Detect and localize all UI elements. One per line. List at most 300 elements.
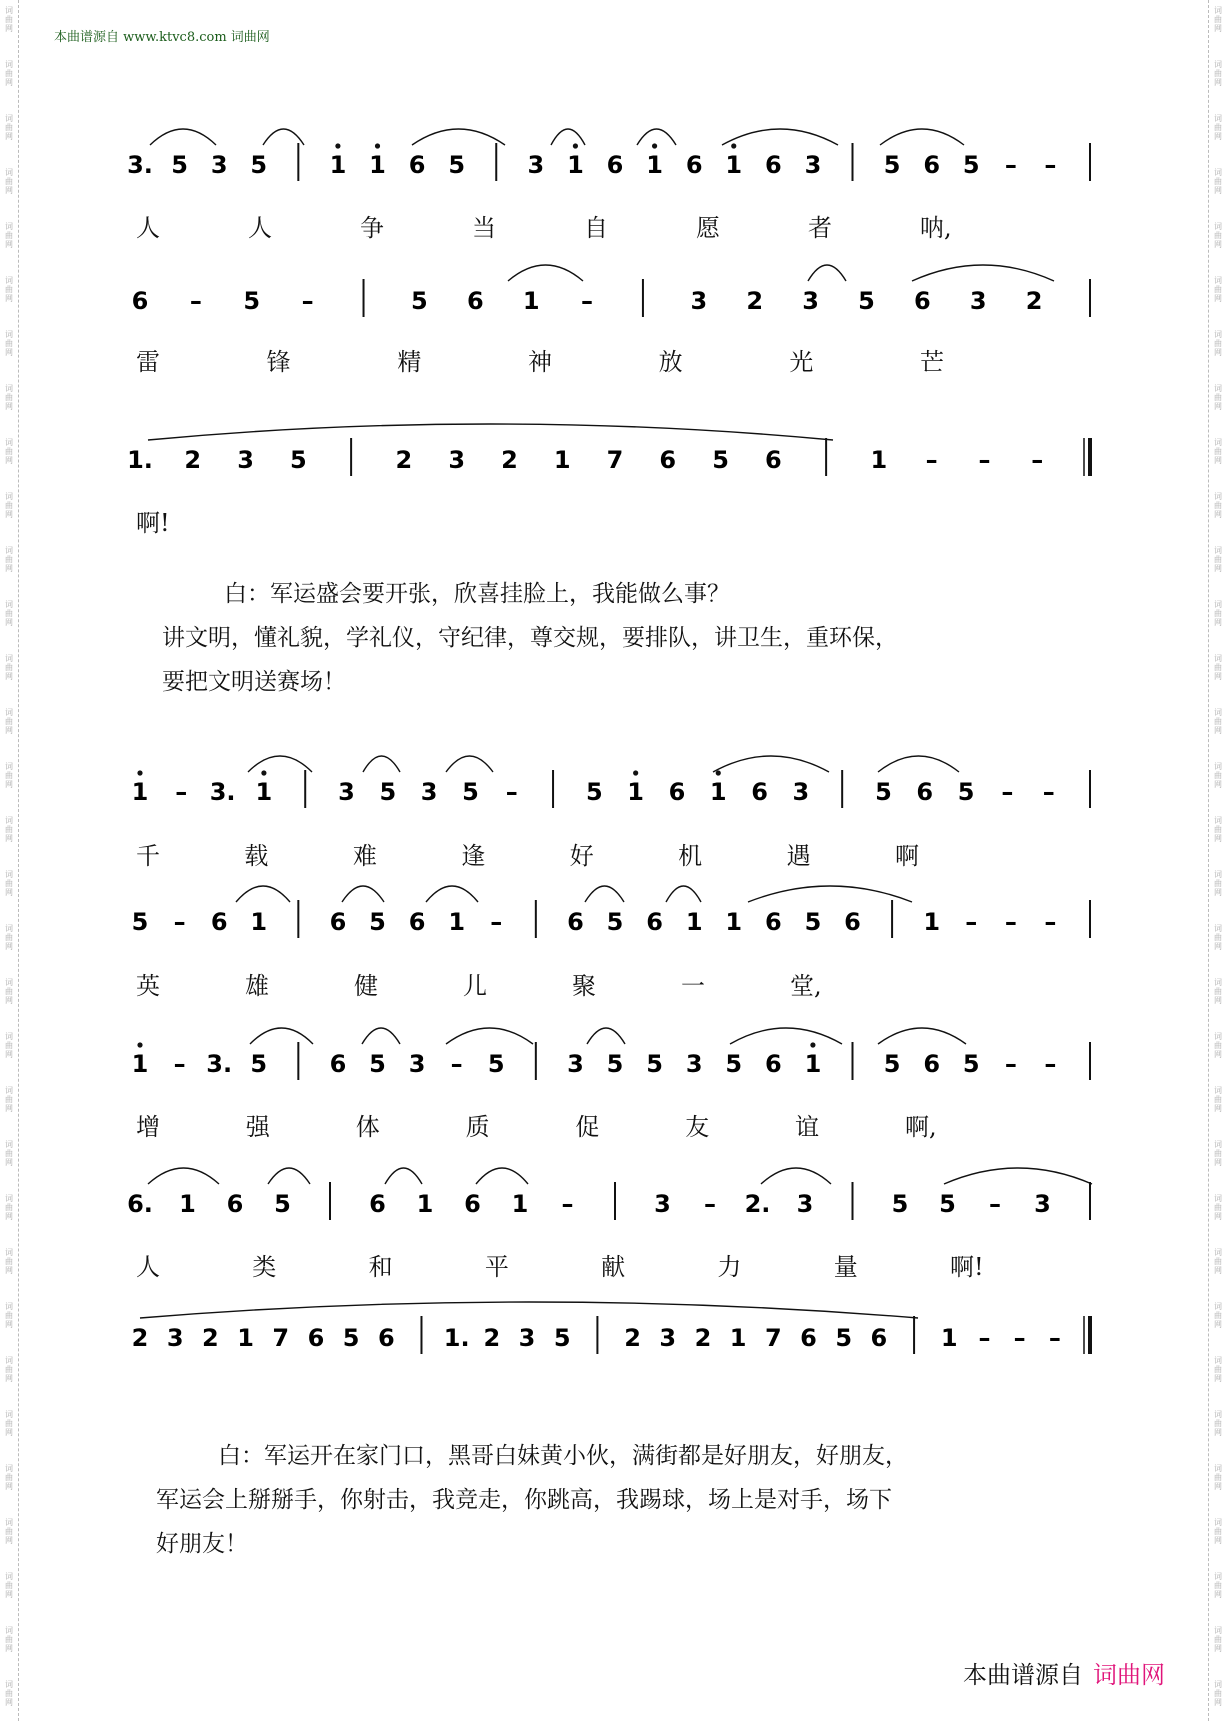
note-symbol: 3 — [210, 151, 228, 179]
note-symbol: 6 — [464, 1190, 481, 1218]
note-symbol: – — [1042, 778, 1055, 806]
watermark-tag: 词 曲 网 — [5, 492, 13, 519]
note-symbol: 5 — [957, 778, 975, 806]
watermark-tag: 词 曲 网 — [1214, 60, 1222, 87]
watermark-tag: 词 曲 网 — [5, 546, 13, 573]
lyric-char: 体 — [355, 1113, 380, 1141]
note-symbol: 2 — [202, 1324, 219, 1352]
note-symbol: – — [1013, 1324, 1026, 1352]
lyric-char: 量 — [833, 1253, 858, 1281]
watermark-tag: 词 曲 网 — [5, 1302, 13, 1329]
high-octave-dot — [261, 770, 266, 775]
note-symbol: – — [925, 446, 938, 474]
watermark-tag: 词 曲 网 — [1214, 1086, 1222, 1113]
watermark-tag: 词 曲 网 — [5, 330, 13, 357]
note-symbol: 6 — [408, 151, 426, 179]
note-symbol: 1 — [923, 908, 941, 936]
note-symbol: 1 — [567, 151, 584, 179]
watermark-tag: 词 曲 网 — [1214, 1680, 1222, 1707]
note-symbol: 6 — [226, 1190, 244, 1218]
lyric-char: 英 — [136, 972, 160, 1000]
watermark-tag: 词 曲 网 — [5, 384, 13, 411]
note-symbol: 5 — [883, 151, 901, 179]
slur-arc — [944, 1168, 1092, 1184]
note-symbol: 7 — [272, 1324, 290, 1352]
lyric-char: 光 — [789, 348, 814, 376]
note-symbol: 5 — [804, 908, 822, 936]
note-symbol: 1 — [804, 1050, 822, 1078]
slur-arc — [912, 265, 1054, 281]
note-symbol: 5 — [274, 1190, 291, 1218]
note-symbol: 3 — [1034, 1190, 1051, 1218]
note-symbol: 6 — [764, 908, 782, 936]
note-symbol: 6 — [923, 1050, 941, 1078]
spoken-1-line-2: 讲文明，懂礼貌，学礼仪，守纪律，尊交规，要排队，讲卫生，重环保， — [162, 625, 898, 651]
lyric-char: 类 — [252, 1253, 277, 1281]
note-symbol: 1. — [127, 446, 153, 474]
watermark-tag: 词 曲 网 — [5, 870, 13, 897]
lyric-char: 呐, — [920, 214, 952, 242]
slur-arc — [722, 129, 838, 145]
spoken-2-line-2: 军运会上掰掰手，你射击，我竞走，你跳高，我踢球，场上是对手，场下 — [156, 1487, 892, 1513]
note-symbol: 3 — [338, 778, 355, 806]
watermark-tag: 词 曲 网 — [5, 222, 13, 249]
note-symbol: 3 — [690, 287, 708, 315]
note-symbol: – — [1044, 908, 1057, 936]
lyric-char: 人 — [136, 1253, 160, 1281]
watermark-tag: 词 曲 网 — [1214, 1194, 1222, 1221]
lyric-char: 芒 — [920, 348, 944, 376]
note-symbol: 2 — [395, 446, 413, 474]
note-symbol: – — [1004, 908, 1017, 936]
watermark-tag: 词 曲 网 — [1214, 1626, 1222, 1653]
high-octave-dot — [137, 1042, 142, 1047]
note-symbol: – — [173, 1050, 186, 1078]
note-symbol: 5 — [131, 908, 149, 936]
footer-source — [963, 1655, 1165, 1690]
slur-arc — [730, 1028, 842, 1044]
note-symbol: 1 — [237, 1324, 254, 1352]
note-symbol: 1 — [685, 908, 703, 936]
note-symbol: 6 — [369, 1190, 386, 1218]
lyric-char: 机 — [678, 842, 703, 870]
watermark-tag: 词 曲 网 — [1214, 1572, 1222, 1599]
slur-arc — [666, 886, 701, 902]
note-symbol: 6 — [764, 446, 782, 474]
note-symbol: 6 — [764, 1050, 782, 1078]
note-symbol: 6 — [844, 908, 861, 936]
slur-arc — [426, 886, 478, 902]
watermark-tag: 词 曲 网 — [5, 762, 13, 789]
note-symbol: 5 — [883, 1050, 901, 1078]
slur-arc — [268, 1168, 310, 1184]
lyric-char: 啊! — [136, 509, 170, 537]
note-symbol: 5 — [725, 1050, 743, 1078]
high-octave-dot — [335, 143, 340, 148]
watermark-tag: 词 曲 网 — [1214, 438, 1222, 465]
note-symbol: 6 — [800, 1324, 817, 1352]
note-symbol: 1 — [250, 908, 268, 936]
note-symbol: 5 — [606, 908, 624, 936]
watermark-tag: 词 曲 网 — [5, 1572, 13, 1599]
note-symbol: 5 — [606, 1050, 624, 1078]
high-octave-dot — [573, 143, 578, 148]
watermark-tag: 词 曲 网 — [5, 1680, 13, 1707]
lyric-char: 一 — [681, 972, 705, 1000]
note-symbol: 2 — [624, 1324, 641, 1352]
note-symbol: 2. — [744, 1190, 771, 1218]
note-symbol: 1 — [646, 151, 663, 179]
slur-arc — [508, 265, 583, 281]
note-symbol: – — [561, 1190, 574, 1218]
note-symbol: 1 — [553, 446, 571, 474]
slur-arc — [446, 1028, 533, 1044]
slur-arc — [637, 129, 676, 145]
note-symbol: 6 — [751, 778, 768, 806]
note-symbol: – — [1031, 446, 1044, 474]
high-octave-dot — [137, 770, 142, 775]
note-symbol: 2 — [746, 287, 764, 315]
slur-arc — [878, 1028, 966, 1044]
lyric-char: 献 — [601, 1253, 626, 1281]
note-symbol: 1 — [729, 1324, 747, 1352]
note-symbol: 1 — [255, 778, 273, 806]
note-symbol: 6. — [127, 1190, 153, 1218]
note-symbol: 6 — [567, 908, 584, 936]
watermark-tag: 词 曲 网 — [1214, 1518, 1222, 1545]
high-octave-dot — [652, 143, 657, 148]
note-symbol: 6 — [329, 908, 347, 936]
note-symbol: 3 — [804, 151, 822, 179]
lyric-char: 人 — [136, 214, 160, 242]
watermark-tag: 词 曲 网 — [5, 924, 13, 951]
note-symbol: 1. — [443, 1324, 470, 1352]
watermark-tag: 词 曲 网 — [1214, 546, 1222, 573]
note-symbol: 3 — [969, 287, 987, 315]
lyric-char: 平 — [484, 1253, 509, 1281]
slur-arc — [412, 129, 505, 145]
note-symbol: 5 — [646, 1050, 663, 1078]
high-octave-dot — [731, 143, 736, 148]
note-symbol: 5 — [487, 1050, 505, 1078]
spoken-1-line-1: 白：军运盛会要开张，欣喜挂脸上，我能做么事？ — [224, 581, 730, 607]
note-symbol: – — [301, 287, 314, 315]
lyric-char: 友 — [685, 1113, 710, 1141]
slur-arc — [551, 129, 585, 145]
note-symbol: 1 — [870, 446, 888, 474]
slur-arc — [140, 1302, 918, 1318]
note-symbol: 1 — [725, 908, 743, 936]
lyric-char: 健 — [354, 972, 378, 1000]
note-symbol: 6 — [685, 151, 703, 179]
watermark-tag: 词 曲 网 — [5, 1356, 13, 1383]
watermark-tag: 词 曲 网 — [5, 1518, 13, 1545]
slur-arc — [363, 756, 400, 772]
lyric-char: 好 — [569, 842, 594, 870]
note-symbol: 5 — [250, 151, 268, 179]
note-symbol: 5 — [448, 151, 466, 179]
footer-label: 本曲谱源自 — [963, 1661, 1083, 1689]
note-symbol: 3 — [802, 287, 819, 315]
watermark-tag: 词 曲 网 — [1214, 1248, 1222, 1275]
slur-arc — [148, 1168, 219, 1184]
note-symbol: 7 — [606, 446, 624, 474]
lyric-char: 雷 — [136, 348, 160, 376]
watermark-tag: 词 曲 网 — [1214, 1140, 1222, 1167]
note-symbol: 6 — [923, 151, 941, 179]
spoken-1-line-3: 要把文明送赛场！ — [162, 669, 346, 695]
lyric-char: 促 — [575, 1113, 600, 1141]
slur-arc — [362, 1028, 400, 1044]
note-symbol: 6 — [668, 778, 686, 806]
watermark-tag: 词 曲 网 — [5, 978, 13, 1005]
lyric-char: 质 — [465, 1113, 490, 1141]
slur-arc — [880, 129, 964, 145]
watermark-tag: 词 曲 网 — [1214, 708, 1222, 735]
note-symbol: 1 — [511, 1190, 529, 1218]
note-symbol: – — [978, 1324, 991, 1352]
note-symbol: – — [581, 287, 594, 315]
slur-arc — [748, 886, 912, 902]
note-symbol: 5 — [835, 1324, 853, 1352]
watermark-tag: 词 曲 网 — [5, 1410, 13, 1437]
spoken-2-line-1: 白：军运开在家门口，黑哥白妹黄小伙，满街都是好朋友，好朋友， — [218, 1443, 908, 1469]
note-symbol: 3 — [166, 1324, 184, 1352]
note-symbol: 3 — [518, 1324, 536, 1352]
lyric-char: 争 — [360, 214, 384, 242]
note-symbol: – — [450, 1050, 463, 1078]
watermark-tag: 词 曲 网 — [5, 816, 13, 843]
note-symbol: 5 — [553, 1324, 571, 1352]
note-symbol: – — [1048, 1324, 1061, 1352]
watermark-tag: 词 曲 网 — [1214, 114, 1222, 141]
note-symbol: 5 — [369, 908, 386, 936]
note-symbol: 5 — [891, 1190, 909, 1218]
slur-arc — [385, 1168, 422, 1184]
note-symbol: 2 — [131, 1324, 149, 1352]
note-symbol: 5 — [411, 287, 428, 315]
watermark-tag: 词 曲 网 — [1214, 1410, 1222, 1437]
note-symbol: 1 — [725, 151, 743, 179]
note-symbol: 1 — [522, 287, 540, 315]
note-symbol: – — [989, 1190, 1001, 1218]
note-symbol: 7 — [764, 1324, 782, 1352]
lyric-char: 精 — [397, 348, 422, 376]
lyric-char: 儿 — [463, 972, 487, 1000]
note-symbol: 5 — [379, 778, 397, 806]
note-symbol: 5 — [875, 778, 892, 806]
lyric-char: 神 — [528, 348, 552, 376]
watermark-tag: 词 曲 网 — [5, 60, 13, 87]
watermark-tag: 词 曲 网 — [1214, 492, 1222, 519]
lyric-char: 聚 — [572, 972, 596, 1000]
note-symbol: 6 — [466, 287, 484, 315]
slur-arc — [713, 756, 829, 772]
note-symbol: 6 — [307, 1324, 325, 1352]
note-symbol: – — [965, 908, 978, 936]
note-symbol: 1 — [709, 778, 727, 806]
note-symbol: 5 — [939, 1190, 956, 1218]
lyric-char: 自 — [584, 214, 608, 242]
watermark-tag: 词 曲 网 — [1214, 222, 1222, 249]
watermark-tag: 词 曲 网 — [5, 708, 13, 735]
slur-arc — [148, 424, 833, 440]
slur-arc — [446, 756, 493, 772]
watermark-tag: 词 曲 网 — [1214, 168, 1222, 195]
slur-arc — [585, 886, 624, 902]
note-symbol: 5 — [858, 287, 875, 315]
note-symbol: 3 — [567, 1050, 584, 1078]
note-symbol: 5 — [171, 151, 188, 179]
watermark-tag: 词 曲 网 — [5, 438, 13, 465]
watermark-tag: 词 曲 网 — [5, 1248, 13, 1275]
lyric-char: 强 — [245, 1113, 270, 1141]
watermark-tag: 词 曲 网 — [1214, 978, 1222, 1005]
watermark-tag: 词 曲 网 — [5, 276, 13, 303]
note-symbol: 3 — [685, 1050, 703, 1078]
note-symbol: 6 — [914, 287, 931, 315]
lyric-char: 锋 — [266, 348, 291, 376]
slur-arc — [150, 129, 216, 145]
slur-arc — [587, 1028, 625, 1044]
note-symbol: 3. — [209, 778, 236, 806]
watermark-tag: 词 曲 网 — [1214, 600, 1222, 627]
lyric-char: 和 — [368, 1253, 393, 1281]
lyric-char: 啊! — [950, 1253, 984, 1281]
note-symbol: 3 — [796, 1190, 814, 1218]
lyric-char: 千 — [136, 842, 160, 870]
note-symbol: 5 — [369, 1050, 386, 1078]
watermark-tag: 词 曲 网 — [1214, 816, 1222, 843]
note-symbol: 1 — [131, 1050, 149, 1078]
note-symbol: 6 — [329, 1050, 347, 1078]
note-symbol: 3 — [237, 446, 254, 474]
footer-brand: 词曲网 — [1093, 1661, 1165, 1689]
watermark-tag: 词 曲 网 — [5, 1194, 13, 1221]
watermark-tag: 词 曲 网 — [1214, 1464, 1222, 1491]
note-symbol: – — [175, 778, 188, 806]
header-source-text: 本曲谱源自 www.ktvc8.com 词曲网 — [54, 30, 270, 45]
note-symbol: 3 — [448, 446, 466, 474]
watermark-tag: 词 曲 网 — [1214, 330, 1222, 357]
note-symbol: 5 — [342, 1324, 360, 1352]
high-octave-dot — [716, 770, 721, 775]
watermark-tag: 词 曲 网 — [1214, 654, 1222, 681]
note-symbol: 5 — [243, 287, 261, 315]
watermark-tag: 词 曲 网 — [1214, 870, 1222, 897]
watermark-tag: 词 曲 网 — [1214, 1032, 1222, 1059]
note-symbol: 6 — [210, 908, 228, 936]
note-symbol: 1 — [369, 151, 386, 179]
lyric-char: 难 — [352, 842, 377, 870]
lyric-char: 啊 — [895, 842, 919, 870]
note-symbol: 5 — [962, 151, 980, 179]
lyric-char: 愿 — [696, 214, 720, 242]
note-symbol: 6 — [131, 287, 149, 315]
note-symbol: 5 — [962, 1050, 980, 1078]
slur-arc — [250, 1028, 313, 1044]
watermark-tag: 词 曲 网 — [1214, 1356, 1222, 1383]
note-symbol: 3 — [654, 1190, 671, 1218]
note-symbol: 6 — [916, 778, 934, 806]
slur-arc — [236, 886, 290, 902]
slur-arc — [878, 756, 959, 772]
slur-arc — [761, 1168, 831, 1184]
note-symbol: 1 — [179, 1190, 196, 1218]
note-symbol: – — [704, 1190, 716, 1218]
note-symbol: 2 — [694, 1324, 712, 1352]
watermark-tag: 词 曲 网 — [5, 6, 13, 33]
slur-arc — [248, 756, 312, 772]
high-octave-dot — [375, 143, 380, 148]
note-symbol: 2 — [501, 446, 518, 474]
note-symbol: – — [1044, 151, 1057, 179]
watermark-tag: 词 曲 网 — [5, 1086, 13, 1113]
lyric-char: 堂, — [790, 972, 822, 1000]
note-symbol: 5 — [250, 1050, 268, 1078]
note-symbol: 5 — [585, 778, 603, 806]
watermark-tag: 词 曲 网 — [1214, 384, 1222, 411]
note-symbol: – — [1044, 1050, 1057, 1078]
note-symbol: 3 — [659, 1324, 677, 1352]
note-symbol: 6 — [764, 151, 782, 179]
note-symbol: 1 — [940, 1324, 958, 1352]
note-symbol: 6 — [408, 908, 426, 936]
note-symbol: 2 — [483, 1324, 501, 1352]
note-symbol: 2 — [184, 446, 202, 474]
note-symbol: 1 — [416, 1190, 434, 1218]
lyric-char: 载 — [244, 842, 269, 870]
note-symbol: 3 — [420, 778, 438, 806]
watermark-tag: 词 曲 网 — [1214, 1302, 1222, 1329]
note-symbol: 5 — [289, 446, 307, 474]
slur-arc — [808, 265, 846, 281]
note-symbol: 3 — [527, 151, 545, 179]
watermark-tag: 词 曲 网 — [5, 1140, 13, 1167]
note-symbol: 3. — [206, 1050, 233, 1078]
lyric-char: 啊, — [905, 1113, 937, 1141]
note-symbol: – — [1004, 151, 1017, 179]
lyric-char: 雄 — [245, 972, 269, 1000]
note-symbol: 6 — [606, 151, 624, 179]
watermark-tag: 词 曲 网 — [5, 654, 13, 681]
note-symbol: 6 — [377, 1324, 395, 1352]
high-octave-dot — [810, 1042, 815, 1047]
note-symbol: 5 — [462, 778, 479, 806]
watermark-tag: 词 曲 网 — [1214, 276, 1222, 303]
watermark-tag: 词 曲 网 — [1214, 924, 1222, 951]
lyric-char: 谊 — [795, 1113, 820, 1141]
watermark-tag: 词 曲 网 — [5, 1626, 13, 1653]
lyric-char: 当 — [472, 214, 496, 242]
high-octave-dot — [633, 770, 638, 775]
watermark-tag: 词 曲 网 — [5, 600, 13, 627]
lyric-char: 增 — [136, 1113, 160, 1141]
watermark-tag: 词 曲 网 — [1214, 762, 1222, 789]
note-symbol: – — [1001, 778, 1014, 806]
note-symbol: 1 — [131, 778, 149, 806]
watermark-tag: 词 曲 网 — [5, 1464, 13, 1491]
note-symbol: 3. — [127, 151, 153, 179]
spoken-2-line-3: 好朋友！ — [156, 1531, 248, 1557]
lyric-char: 放 — [658, 348, 683, 376]
note-symbol: – — [978, 446, 991, 474]
watermark-tag: 词 曲 网 — [1214, 6, 1222, 33]
slur-arc — [342, 886, 384, 902]
note-symbol: 5 — [712, 446, 729, 474]
watermark-tag: 词 曲 网 — [5, 168, 13, 195]
note-symbol: 6 — [659, 446, 677, 474]
